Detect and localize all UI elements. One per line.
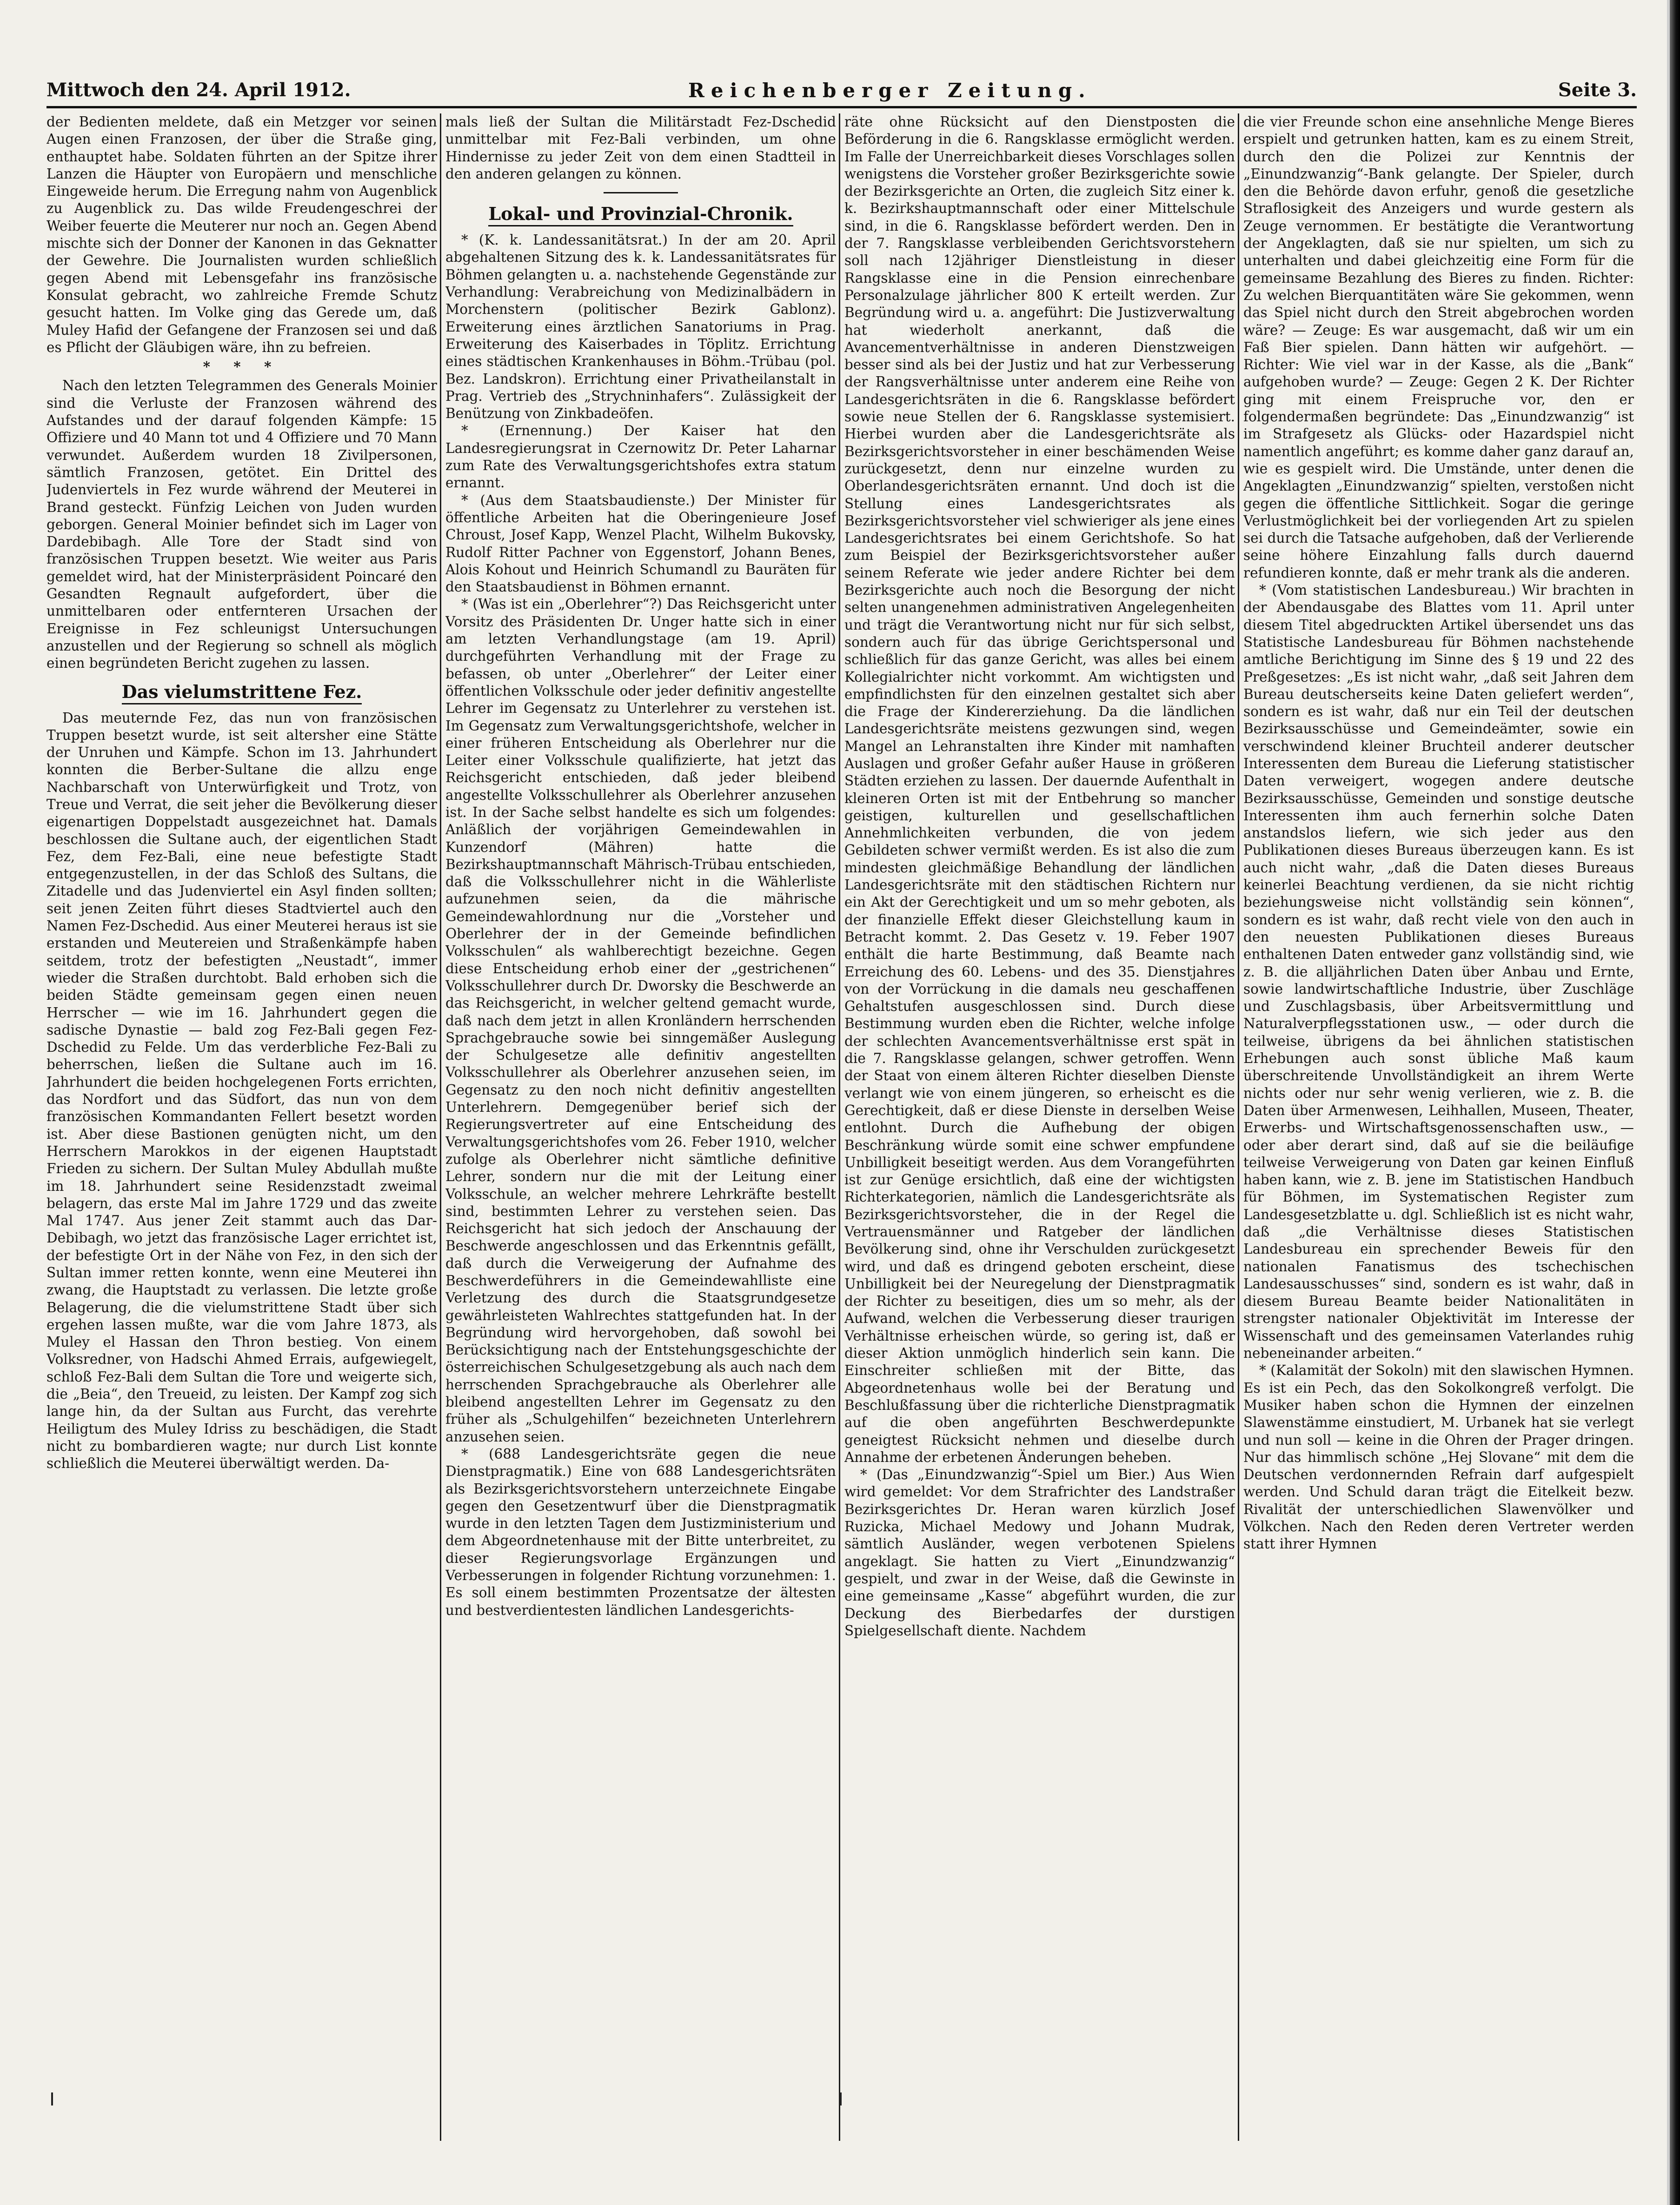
scan-edge-border — [1670, 0, 1680, 2205]
news-item: * (688 Landesgerichtsräte gegen die neue Dienstpragmatik.) Eine von 688 Landesgerichtsräten als Bezirksgerichtsvorstehern unterzeichnete Eingabe gegen den Gesetzentwurf über die Dienstpragmatik wurde in den letzten Tagen dem Justizministerium und dem Abgeordnetenhause mit der Bitte unterbreitet, zu dieser Regierungsvorlage Ergänzungen und Verbesserungen in folgender Richtung vorzunehmen: 1. Es soll einem bestimmten Prozentsatze der ältesten und bestverdientesten ländlichen Landesgerichts- — [445, 1446, 836, 1618]
news-item: * (K. k. Landessanitätsrat.) In der am 20. April abgehaltenen Sitzung des k. k. Landessanitätsrates für Böhmen gelangten u. a. nachstehende Gegenstände zur Verhandlung: Verabreichung von Medizinalbädern in Morchenstern (politischer Bezirk Gablonz). Erweiterung eines ärztlichen Sanatoriums in Prag. Erweiterung des Kaiserbades in Töplitz. Errichtung eines städtischen Krankenhauses in Böhm.-Trübau (pol. Bez. Landskron). Errichtung einer Privatheilanstalt in Prag. Vertrieb des „Strychninhafers“. Zulässigkeit der Benützung von Zinkbadeöfen. — [445, 232, 836, 422]
masthead-title: Reichenberger Zeitung. — [688, 79, 1092, 102]
page-header — [46, 79, 1637, 107]
news-item: * (Kalamität der Sokoln) mit den slawischen Hymnen. Es ist ein Pech, das den Sokolkongreß verfolgt. Die Musiker haben schon die Hymnen der einzelnen Slawenstämme einstudiert, M. Urbanek hat sie verlegt und nun soll — keine in die Ohren der Prager dringen. Nur das himmlisch schöne „Hej Slovane“ mit dem die Deutschen verdonnernden Refrain darf aufgespielt werden. Und Schuld daran trägt die Eitelkeit bezw. Rivalität der unterschiedlichen Slawenvölker und Völkchen. Nach den Reden deren Vertreter werden statt ihrer Hymnen — [1243, 1362, 1634, 1552]
article-title-fez — [46, 681, 437, 703]
section-stars: * * * — [203, 359, 281, 375]
page-number: Seite 3. — [1558, 79, 1637, 101]
column-divider — [440, 113, 441, 2141]
section-divider — [604, 192, 678, 193]
issue-date: Mittwoch den 24. April 1912. — [46, 79, 351, 101]
news-item: * (Das „Einundzwanzig“-Spiel um Bier.) Aus Wien wird gemeldet: Vor dem Strafrichter des Landstraßer Bezirksgerichtes Dr. Heran waren kürzlich Josef Ruzicka, Michael Medowy und Johann Mudrak, sämtlich Ausländer, wegen verbotenen Spielens angeklagt. Sie hatten zu Viert „Einundzwanzig“ gespielt, und zwar in der Weise, daß die Gewinste in eine gemeinsame „Kasse“ abgeführt wurden, die zur Deckung des Bierbedarfes der durstigen Spielgesellschaft diente. Nachdem — [844, 1467, 1235, 1639]
article-paragraph: Nach den letzten Telegrammen des Generals Moinier sind die Verluste der Franzosen während des Aufstandes und der darauf folgenden Kämpfe: 15 Offiziere und 40 Mann tot und 4 Offiziere und 70 Mann verwundet. Außerdem wurden 18 Zivilpersonen, sämtlich Franzosen, getötet. Ein Drittel des Judenviertels in Fez wurde während der Meuterei in Brand gesteckt. Fünfzig Leichen von Juden wurden geborgen. General Moinier befindet sich im Lager von Dardebibagh. Alle Tore der Stadt sind von französischen Truppen besetzt. Wie weiter aus Paris gemeldet wird, hat der Ministerpräsident Poincaré den Gesandten Regnault aufgefordert, über die unmittelbaren oder entfernteren Ursachen der Ereignisse in Fez schleunigst Untersuchungen anzustellen und der Regierung so schnell als möglich einen begründeten Bericht zugehen zu lassen. — [46, 378, 437, 671]
article-paragraph: die vier Freunde schon eine ansehnliche Menge Bieres erspielt und getrunken hatten, kam es zu einem Streit, durch den die Polizei zur Kenntnis der „Einundzwanzig“-Bank gelangte. Der Spieler, durch den die Behörde davon erfuhr, genoß die gesetzliche Straflosigkeit des Anzeigers und wurde gestern als Zeuge vernommen. Er bestätigte die Verantwortung der Angeklagten, daß sie nur spielten, um sich zu unterhalten und dabei gleichzeitig eine Form für die gemeinsame Bezahlung des Bieres zu finden. Richter: Zu welchen Bierquantitäten wäre Sie gekommen, wenn das Spiel nicht durch den Streit abgebrochen worden wäre? — Zeuge: Es war ausgemacht, daß wir um ein Faß Bier spielen. Dann hätten wir aufgehört. — Richter: Wie viel war in der Kasse, als die „Bank“ aufgehoben wurde? — Zeuge: Gegen 2 K. Der Richter ging mit einem Freispruche vor, den er folgendermaßen begründete: Das „Einundzwanzig“ ist im Strafgesetz als Glücks- oder Hazardspiel nicht namentlich angeführt; es komme daher ganz darauf an, wie es gespielt wird. Die Umstände, unter denen die Angeklagten „Einundzwanzig“ spielten, verstoßen nicht gegen die öffentliche Sittlichkeit. Sogar die geringe Verlustmöglichkeit bei der vorliegenden Art zu spielen sei durch die Tatsache aufgehoben, daß der Verlierende seine höhere Einzahlung falls durch dauernd refundieren konnte, daß er mehr trank als die anderen. — [1243, 114, 1634, 581]
column-divider — [1238, 113, 1239, 2141]
article-paragraph: Das meuternde Fez, das nun von französischen Truppen besetzt wurde, ist seit altersher eine Stätte der Unruhen und Kämpfe. Schon im 13. Jahrhundert konnten die Berber-Sultane die allzu enge Nachbarschaft von Unterwürfigkeit und Trotz, von Treue und Verrat, die seit jeher die Bevölkerung dieser eigenartigen Doppelstadt ausgezeichnet hat. Damals beschlossen die Sultane auch, der eigentlichen Stadt Fez, dem Fez-Bali, eine neue befestigte Stadt entgegenzustellen, in der das Schloß des Sultans, die Zitadelle und das Judenviertel ein Asyl finden sollten; seit jenen Zeiten führt dieses Stadtviertel auch den Namen Fez-Dschedid. Aus einer Meuterei heraus ist sie erstanden und Meutereien und Straßenkämpfe haben seitdem, trotz der befestigten „Neustadt“, immer wieder die Straßen durchtobt. Bald erhoben sich die beiden Städte gemeinsam gegen einen neuen Herrscher — wie im 16. Jahrhundert gegen die sadische Dynastie — bald zog Fez-Bali gegen Fez-Dschedid zu Felde. Um das verderbliche Fez-Bali zu beherrschen, ließen die Sultane auch im 16. Jahrhundert die beiden hochgelegenen Forts errichten, das Nordfort und das Südfort, das nun von dem französischen Kommandanten Fellert besetzt worden ist. Aber diese Bastionen genügten nicht, um den Herrschern Marokkos in der eigenen Hauptstadt Frieden zu sichern. Der Sultan Muley Abdullah mußte im 18. Jahrhundert seine Residenzstadt zweimal belagern, das erste Mal im Jahre 1729 und das zweite Mal 1747. Aus jener Zeit stammt auch das Dar-Debibagh, wo jetzt das französische Lager errichtet ist, der befestigte Ort in der Nähe von Fez, in den sich der Sultan immer retten konnte, wenn eine Meuterei ihn zwang, die Hauptstadt zu verlassen. Die letzte große Belagerung, die die vielumstrittene Stadt über sich ergehen lassen mußte, war die vom Jahre 1873, als Muley el Hassan den Thron bestieg. Von einem Volksredner, von Hadschi Ahmed Errais, aufgewiegelt, schloß Fez-Bali dem Sultan die Tore und weigerte sich, die „Beia“, den Treueid, zu leisten. Der Kampf zog sich lange hin, da der Sultan aus Furcht, das verehrte Heiligtum des Muley Idriss zu beschädigen, die Stadt nicht zu bombardieren wagte; nur durch List konnte schließlich die Meuterei überwältigt werden. Da- — [46, 710, 437, 1472]
scan-mark — [840, 2092, 842, 2105]
news-item: * (Was ist ein „Oberlehrer“?) Das Reichsgericht unter Vorsitz des Präsidenten Dr. Unger hatte sich in einer am letzten Verhandlungstage (am 19. April) durchgeführten Verhandlung mit der Frage zu befassen, ob unter „Oberlehrer“ der Leiter einer öffentlichen Volksschule oder jeder definitiv angestellte Lehrer im Gegensatz zu Unterlehrer zu verstehen ist. Im Gegensatz zum Verwaltungsgerichtshofe, welcher in einer früheren Entscheidung als Oberlehrer nur die Leiter einer Volksschule qualifizierte, hat jetzt das Reichsgericht entschieden, daß jeder bleibend angestellte Volksschullehrer als Oberlehrer anzusehen ist. In der Sache selbst handelte es sich um folgendes: Anläßlich der vorjährigen Gemeindewahlen in Kunzendorf (Mähren) hatte die Bezirkshauptmannschaft Mährisch-Trübau entschieden, daß die Volksschullehrer nicht in die Wählerliste aufzunehmen seien, da die mährische Gemeindewahlordnung nur die „Vorsteher und Oberlehrer der in der Gemeinde befindlichen Volksschulen“ als wahlberechtigt bezeichne. Gegen diese Entscheidung erhob einer der „gestrichenen“ Volksschullehrer durch Dr. Dworsky die Beschwerde an das Reichsgericht, in welcher geltend gemacht wurde, daß nach dem jetzt in allen Kronländern herrschenden Sprachgebrauche sowie bei sinngemäßer Auslegung der Schulgesetze alle definitiv angestellten Volksschullehrer als Oberlehrer anzusehen seien, im Gegensatz zu den noch nicht definitiv angestellten Unterlehrern. Demgegenüber berief sich der Regierungsvertreter auf eine Entscheidung des Verwaltungsgerichtshofes vom 26. Feber 1910, welcher zufolge als Oberlehrer nicht sämtliche definitive Lehrer, sondern nur die mit der Leitung einer Volksschule, an welcher mehrere Lehrkräfte bestellt sind, bestimmten Lehrer zu verstehen seien. Das Reichsgericht hat sich jedoch der Anschauung der Beschwerde angeschlossen und das Erkenntnis gefällt, daß durch die Verweigerung der Aufnahme des Beschwerdeführers in die Gemeindewahlliste eine Verletzung des durch die Staatsgrundgesetze gewährleisteten Wahlrechtes stattgefunden hat. In der Begründung wird hervorgehoben, daß sowohl bei Berücksichtigung nach der Entstehungsgeschichte der österreichischen Schulgesetzgebung als auch nach dem herrschenden Sprachgebrauche als Oberlehrer alle bleibend angestellten Lehrer im Gegensatz zu den früher als „Schulgehilfen“ bezeichneten Unterlehrern anzusehen seien. — [445, 596, 836, 1445]
column-divider — [839, 113, 840, 2141]
news-item: * (Ernennung.) Der Kaiser hat den Landesregierungsrat in Czernowitz Dr. Peter Laharnar zum Rate des Verwaltungsgerichtshofes extra statum ernannt. — [445, 423, 836, 491]
header-rule — [46, 106, 1637, 108]
article-paragraph: der Bedienten meldete, daß ein Metzger vor seinen Augen einen Franzosen, der über die Straße ging, enthauptet habe. Soldaten führten an der Spitze ihrer Lanzen die Häupter von Europäern und menschliche Eingeweide herum. Die Erregung nahm von Augenblick zu Augenblick zu. Das wilde Freudengeschrei der Weiber feuerte die Meuterer nur noch an. Gegen Abend mischte sich der Donner der Kanonen in das Geknatter der Gewehre. Die Journalisten wurden schließlich gegen Abend mit Lebensgefahr ins französische Konsulat gebracht, wo zahlreiche Fremde Schutz gesucht hatten. Im Volke ging das Gerede um, daß Muley Hafid der Gefangene der Franzosen sei und daß es Pflicht der Gläubigen wäre, ihn zu befreien. — [46, 114, 437, 355]
article-paragraph: räte ohne Rücksicht auf den Dienstposten die Beförderung in die 6. Rangsklasse ermöglicht werden. Im Falle der Unerreichbarkeit dieses Vorschlages sollen wenigstens die Vorsteher großer Bezirksgerichte sowie der Bezirksgerichte an Orten, die zugleich Sitz einer k. k. Bezirkshauptmannschaft oder einer Mittelschule sind, in die 6. Rangsklasse befördert werden. Den in der 7. Rangsklasse verbleibenden Gerichtsvorstehern soll nach 12jähriger Dienstleistung in dieser Rangsklasse eine in die Pension einrechenbare Personalzulage jährlicher 800 K erteilt werden. Zur Begründung wird u. a. angeführt: Die Justizverwaltung hat wiederholt anerkannt, daß die Avancementverhältnisse in anderen Dienstzweigen besser sind als bei der Justiz und hat zur Verbesserung der Rangsverhältnisse unter anderem eine Reihe von Landesgerichtsräten in die 6. Rangsklasse befördert sowie neue Stellen der 6. Rangsklasse systemisiert. Hierbei wurden aber die Landesgerichtsräte als Bezirksgerichtsvorsteher in einer beschämenden Weise zurückgesetzt, denn nur einzelne wurden zu Oberlandesgerichtsräten ernannt. Und doch ist die Stellung eines Landesgerichtsrates als Bezirksgerichtsvorsteher viel schwieriger als jene eines Landesgerichtsrates bei einem Gerichtshofe. So hat zum Beispiel der Bezirksgerichtsvorsteher außer seinem Referate wie jeder andere Richter bei dem Bezirksgerichte auch noch die Besorgung der nicht selten unangenehmen administrativen Angelegenheiten und trägt die Verantwortung nicht nur für sich selbst, sondern auch für das übrige Gerichtspersonal und schließlich für das ganze Gericht, was alles bei einem Kollegialrichter nicht vorkommt. Am wichtigsten und empfindlichsten für den einzelnen gestaltet sich aber die Frage der Kindererziehung. Da die ländlichen Landesgerichtsräte meistens gezwungen sind, wegen Mangel an Lehranstalten ihre Kinder mit namhaften Auslagen und großer Gefahr außer Hause in größeren Städten erziehen zu lassen. Der dauernde Aufenthalt in kleineren Orten ist mit der Entbehrung so mancher geistigen, kulturellen und gesellschaftlichen Annehmlichkeiten verbunden, die von jedem Gebildeten schwer vermißt werden. Es ist also die zum mindesten gleichmäßige Behandlung der ländlichen Landesgerichtsräte mit den städtischen Richtern nur ein Akt der Gerechtigkeit und um so mehr geboten, als der finanzielle Effekt dieser Gleichstellung kaum in Betracht kommt. 2. Das Gesetz v. 19. Feber 1907 enthält die harte Bestimmung, daß Beamte nach Erreichung des 60. Lebens- und des 35. Dienstjahres von der Vorrückung in die damals neu geschaffenen Gehaltstufen ausgeschlossen sind. Durch diese Bestimmung wurden eben die Richter, welche infolge der schlechten Avancementsverhältnisse erst spät in die 7. Rangsklasse gelangen, schwer getroffen. Wenn der Staat von einem älteren Richter dieselben Dienste verlangt wie von einem jüngeren, so erheischt es die Gerechtigkeit, daß er diese Dienste in derselben Weise entlohnt. Durch die Aufhebung der obigen Beschränkung würde somit eine schwer empfundene Unbilligkeit beseitigt werden. Aus dem Vorangeführten ist zur Genüge ersichtlich, daß eine der wichtigsten Richterkategorien, nämlich die Landesgerichtsräte als Bezirksgerichtsvorsteher, die in der Regel die Vertrauensmänner und Ratgeber der ländlichen Bevölkerung sind, ohne ihr Verschulden zurückgesetzt wird, und daß es dringend geboten erscheint, diese Unbilligkeit bei der Neuregelung der Dienstpragmatik der Richter zu beseitigen, dies um so mehr, als der Aufwand, welchen die Verbesserung dieser traurigen Verhältnisse erheischen würde, so gering ist, daß er dieser Aktion unmöglich hinderlich sein kann. Die Einschreiter schließen mit der Bitte, das Abgeordnetenhaus wolle bei der Beratung und Beschlußfassung über die richterliche Dienstpragmatik auf die oben angeführten Beschwerdepunkte geneigtest Rücksicht nehmen und dieselbe durch Annahme der erbetenen Änderungen beheben. — [844, 114, 1235, 1465]
column-3 — [844, 113, 1235, 2141]
article-paragraph: mals ließ der Sultan die Militärstadt Fez-Dschedid unmittelbar mit Fez-Bali verbinden, um ohne Hindernisse zu jeder Zeit von dem einen Stadtteil in den anderen gelangen zu können. — [445, 114, 836, 182]
news-item: * (Vom statistischen Landesbureau.) Wir brachten in der Abendausgabe des Blattes vom 11. April unter diesem Titel abgedruckten Artikel übersendet uns das Statistische Landesbureau für Böhmen nachstehende amtliche Berichtigung im Sinne des § 19 und 22 des Preßgesetzes: „Es ist nicht wahr, „daß seit Jahren dem Bureau deutscherseits keine Daten geliefert werden“, sondern es ist wahr, daß nur ein Teil der deutschen Bezirksausschüsse und Gemeindeämter, sowie ein verschwindend kleiner Bruchteil anderer deutscher Interessenten dem Bureau die Lieferung statistischer Daten verweigert, wogegen andere deutsche Bezirksausschüsse, Gemeinden und sonstige deutsche Interessenten ihm auch fernerhin solche Daten anstandslos liefern, wie sich jeder aus den Publikationen dieses Bureaus überzeugen kann. Es ist auch nicht wahr, „daß die Daten dieses Bureaus keinerlei Beachtung verdienen, da sie nicht richtig beziehungsweise nicht vollständig sein können“, sondern es ist wahr, daß recht viele von den auch in den neuesten Publikationen dieses Bureaus enthaltenen Daten entweder ganz vollständig sind, wie z. B. die alljährlichen Daten über Anbau und Ernte, sowie landwirtschaftliche Industrie, über Zuschläge und Zuschlagsbasis, über Arbeitsvermittlung und Naturalverpflegsstationen usw., — oder durch die teilweise, übrigens da bei ähnlichen statistischen Erhebungen auch sonst übliche Maß kaum überschreitende Unvollständigkeit an ihrem Werte nichts oder nur sehr wenig verlieren, wie z. B. die Daten über Armenwesen, Leihhallen, Museen, Theater, Erwerbs- und Wirtschaftsgenossenschaften usw., — oder aber derart sind, daß auf sie die beiläufige teilweise Verweigerung von Daten gar keinen Einfluß haben kann, wie z. B. jene im Statistischen Handbuch für Böhmen, im Systematischen Register zum Landesgesetzblatte u. dgl. Schließlich ist es nicht wahr, daß „die Verhältnisse dieses Statistischen Landesbureau ein sprechender Beweis für den nationalen Fanatismus des tschechischen Landesausschusses“ sind, sondern es ist wahr, daß in diesem Bureau Beamte beider Nationalitäten in strengster nationaler Objektivität im Interesse der Wissenschaft und des gemeinsamen Vaterlandes ruhig nebeneinander arbeiten.“ — [1243, 582, 1634, 1362]
article-title-text: Das vielumstrittene Fez. — [122, 681, 362, 704]
scan-mark — [51, 2092, 53, 2105]
section-title-local-chronicle — [445, 203, 836, 225]
column-4 — [1243, 113, 1634, 2141]
column-2 — [445, 113, 836, 2141]
news-item: * (Aus dem Staatsbaudienste.) Der Minister für öffentliche Arbeiten hat die Oberingenieure Josef Chroust, Josef Kapp, Wenzel Placht, Wilhelm Bukovsky, Rudolf Ritter Pachner von Eggenstorf, Johann Benes, Alois Kohout und Heinrich Schumandl zu Bauräten für den Staatsbaudienst in Böhmen ernannt. — [445, 492, 836, 595]
section-title-text: Lokal- und Provinzial-Chronik. — [488, 203, 793, 226]
column-1 — [46, 113, 437, 2141]
